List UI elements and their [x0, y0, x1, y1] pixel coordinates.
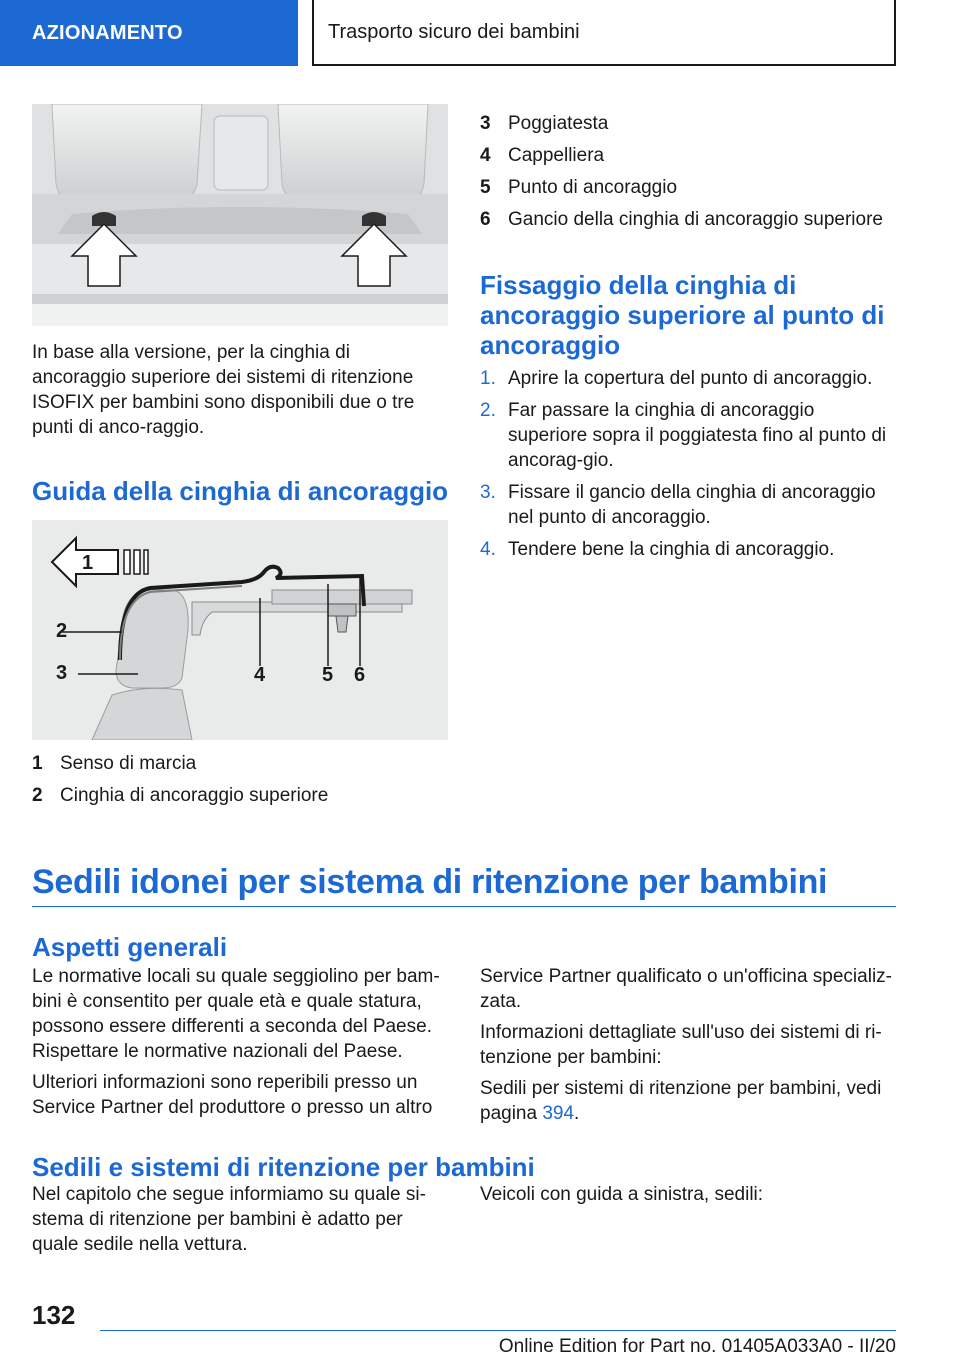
footer-rule: [100, 1330, 896, 1331]
legend-text: Poggiatesta: [508, 113, 609, 134]
step-item: [480, 537, 898, 562]
guide-heading: Guida della cinghia di ancoraggio: [32, 476, 449, 506]
general-paragraph: Le normative locali su quale seggiolino per bam-bini è consentito per quale età e quale statura, possono essere differenti a seconda del Paese. Rispettare le normative nazionali del Paese.: [32, 966, 440, 1062]
chapter-tab: [0, 0, 298, 66]
page-link[interactable]: 394: [542, 1103, 575, 1124]
general-paragraph: Service Partner qualificato o un'officina specializ-zata.: [480, 966, 892, 1012]
page-number: 132: [32, 1300, 76, 1330]
reference-text: Sedili per sistemi di ritenzione per bambini, vedi pagina: [480, 1078, 882, 1124]
section-title: Sedili idonei per sistema di ritenzione per bambini: [32, 863, 828, 901]
step-item: [480, 480, 898, 530]
tether-routing-diagram: [32, 520, 448, 740]
legend-number: 5: [480, 177, 491, 198]
legend-item: [480, 140, 900, 172]
fix-heading: Fissaggio della cinghia di ancoraggio superiore al punto di ancoraggio: [480, 270, 885, 360]
anchor-points-photo: [32, 104, 448, 326]
general-left-column: [32, 964, 452, 1120]
legend-item: [480, 172, 900, 204]
intro-paragraph: In base alla versione, per la cinghia di ancoraggio superiore dei sistemi di ritenzione ISOFIX per bambini sono disponibili due o tre punti di anco-raggio.: [32, 342, 415, 438]
legend-number: 3: [480, 113, 491, 134]
reference-period: .: [574, 1103, 580, 1124]
step-text: Tendere bene la cinghia di ancoraggio.: [508, 539, 835, 560]
step-text: Aprire la copertura del punto di ancoraggio.: [508, 368, 873, 389]
step-number: 1.: [480, 368, 496, 389]
step-item: [480, 366, 898, 391]
callout-3: 3: [56, 662, 68, 684]
legend-text: Senso di marcia: [60, 753, 197, 774]
callout-2: 2: [56, 620, 68, 642]
legend-text: Cappelliera: [508, 145, 605, 166]
chapter-label: AZIONAMENTO: [32, 21, 183, 44]
legend-number: 6: [480, 209, 491, 230]
step-number: 3.: [480, 482, 496, 503]
diagram-legend-right: [480, 108, 900, 236]
legend-text: Gancio della cinghia di ancoraggio superiore: [508, 209, 883, 230]
legend-number: 4: [480, 145, 491, 166]
step-text: Far passare la cinghia di ancoraggio superiore sopra il poggiatesta fino al punto di ancorag-gio.: [508, 400, 887, 471]
callout-6: 6: [354, 664, 366, 686]
step-item: [480, 398, 898, 473]
legend-item: [32, 780, 448, 812]
steps-list: [480, 366, 898, 569]
seats-right-paragraph: Veicoli con guida a sinistra, sedili:: [480, 1184, 764, 1205]
step-text: Fissare il gancio della cinghia di ancoraggio nel punto di ancoraggio.: [508, 482, 876, 528]
seats-left-paragraph: Nel capitolo che segue informiamo su quale si-stema di ritenzione per bambini è adatto per quale sedile nella vettura.: [32, 1184, 426, 1255]
page-title: Trasporto sicuro dei bambini: [328, 20, 580, 43]
legend-number: 1: [32, 753, 43, 774]
page-header-title: [312, 0, 896, 66]
callout-5: 5: [322, 664, 334, 686]
general-right-column: [480, 964, 898, 1126]
legend-item: [32, 748, 448, 780]
seats-heading: Sedili e sistemi di ritenzione per bambini: [32, 1152, 535, 1182]
callout-4: 4: [254, 664, 266, 686]
callout-1: 1: [82, 552, 94, 574]
step-number: 2.: [480, 400, 496, 421]
legend-item: [480, 108, 900, 140]
legend-text: Cinghia di ancoraggio superiore: [60, 785, 329, 806]
legend-text: Punto di ancoraggio: [508, 177, 678, 198]
general-paragraph: Ulteriori informazioni sono reperibili presso un Service Partner del produttore o presso un altro: [32, 1072, 433, 1118]
legend-item: [480, 204, 900, 236]
general-paragraph: Informazioni dettagliate sull'uso dei sistemi di ri-tenzione per bambini:: [480, 1022, 882, 1068]
diagram-legend-left: [32, 748, 448, 812]
edition-info: Online Edition for Part no. 01405A033A0 - II/20: [498, 1336, 896, 1357]
step-number: 4.: [480, 539, 496, 560]
section-divider: [32, 906, 896, 907]
general-heading: Aspetti generali: [32, 932, 228, 962]
page-reference-paragraph: [480, 1076, 898, 1126]
legend-number: 2: [32, 785, 43, 806]
